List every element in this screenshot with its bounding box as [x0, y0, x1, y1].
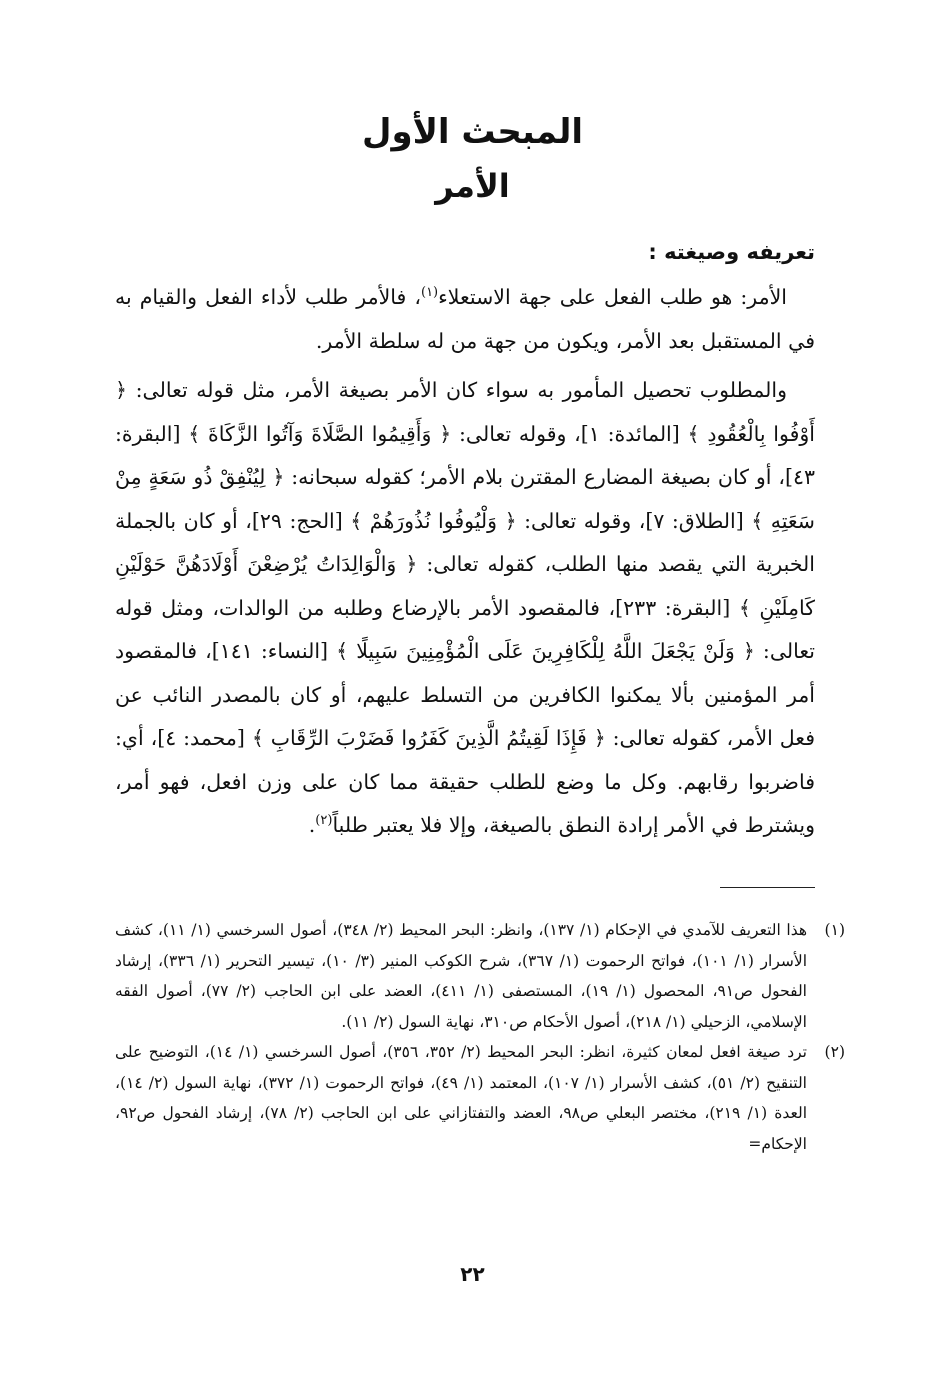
footnote-1	[115, 915, 845, 1037]
footnote-text: ترد صيغة افعل لمعان كثيرة، انظر: البحر المحيط (٢/ ٣٥٢، ٣٥٦)، أصول السرخسي (١/ ١٤)، التوضيح على التنقيح (٢/ ٥١)، كشف الأسرار (١/ ١٠٧)، المعتمد (١/ ٤٩)، فواتح الرحموت (١/ ٣٧٢)، نهاية السول (٢/ ١٤)، العدة (١/ ٢١٩)، مختصر البعلي ص٩٨، العضد والتفتازاني على ابن الحاجب (٢/ ٧٨)، إرشاد الفحول ص٩٢، الإحكام=	[115, 1043, 807, 1153]
paragraph-forms-text: والمطلوب تحصيل المأمور به سواء كان الأمر بصيغة الأمر، مثل قوله تعالى: ﴿ أَوْفُوا بِالْعُقُودِ ﴾ [المائدة: ١]، وقوله تعالى: ﴿ وَأَقِيمُوا الصَّلَاةَ وَآتُوا الزَّكَاةَ ﴾ [البقرة: ٤٣]، أو كان بصيغة المضارع المقترن بلام الأمر؛ كقوله سبحانه: ﴿ لِيُنْفِقْ ذُو سَعَةٍ مِنْ سَعَتِهِ ﴾ [الطلاق: ٧]، وقوله تعالى: ﴿ وَلْيُوفُوا نُذُورَهُمْ ﴾ [الحج: ٢٩]، أو كان بالجملة الخبرية التي يقصد منها الطلب، كقوله تعالى: ﴿ وَالْوَالِدَاتُ يُرْضِعْنَ أَوْلَادَهُنَّ حَوْلَيْنِ كَامِلَيْنِ ﴾ [البقرة: ٢٣٣]، فالمقصود الأمر بالإرضاع وطلبه من الوالدات، ومثل قوله تعالى: ﴿ وَلَنْ يَجْعَلَ اللَّهُ لِلْكَافِرِينَ عَلَى الْمُؤْمِنِينَ سَبِيلًا ﴾ [النساء: ١٤١]، فالمقصود أمر المؤمنين بألا يمكنوا الكافرين من التسلط عليهم، أو كان بالمصدر النائب عن فعل الأمر، كقوله تعالى: ﴿ فَإِذَا لَقِيتُمُ الَّذِينَ كَفَرُوا فَضَرْبَ الرِّقَابِ ﴾ [محمد: ٤]، أي: فاضربوا رقابهم. وكل ما وضع للطلب حقيقة مما كان على وزن افعل، فهو أمر، ويشترط في الأمر إرادة النطق بالصيغة، وإلا فلا يعتبر طلباً	[115, 378, 815, 837]
footnotes	[115, 915, 845, 1159]
paragraph-definition-text-start: الأمر: هو طلب الفعل على جهة الاستعلاء	[438, 285, 787, 309]
subheading: تعريفه وصيغته :	[648, 240, 815, 264]
main-text	[115, 276, 815, 848]
title-block	[0, 104, 945, 212]
section-title: الأمر	[435, 167, 510, 205]
footnote-number: (١)	[824, 921, 845, 939]
paragraph-forms-end: .	[308, 813, 316, 837]
footnote-2	[115, 1037, 845, 1159]
footnote-reference-2: (٢)	[315, 813, 333, 829]
footnote-separator	[720, 887, 815, 888]
paragraph-forms	[115, 369, 815, 848]
page-number: ٢٢	[460, 1262, 485, 1286]
footnote-reference-1: (١)	[420, 285, 439, 301]
paragraph-definition	[115, 276, 815, 363]
footnote-text: هذا التعريف للآمدي في الإحكام (١/ ١٣٧)، وانظر: البحر المحيط (٢/ ٣٤٨)، أصول السرخسي (١/ ١١)، كشف الأسرار (١/ ١٠١)، فواتح الرحموت (١/ ٣٦٧)، شرح الكوكب المنير (٣/ ١٠)، تيسير التحرير (١/ ٣٣٦)، إرشاد الفحول ص٩١، المحصول (١/ ١٩)، المستصفى (١/ ٤١١)، العضد على ابن الحاجب (٢/ ٧٧)، أصول الفقه الإسلامي، الزحيلي (١/ ٢١٨)، أصول الأحكام ص٣١٠، نهاية السول (٢/ ١١).	[115, 921, 808, 1031]
footnote-number: (٢)	[824, 1043, 845, 1061]
chapter-title: المبحث الأول	[361, 112, 584, 152]
paragraph-definition-text-end: ، فالأمر طلب لأداء الفعل والقيام به في المستقبل بعد الأمر، ويكون من جهة من له سلطة الأمر.	[115, 285, 815, 353]
